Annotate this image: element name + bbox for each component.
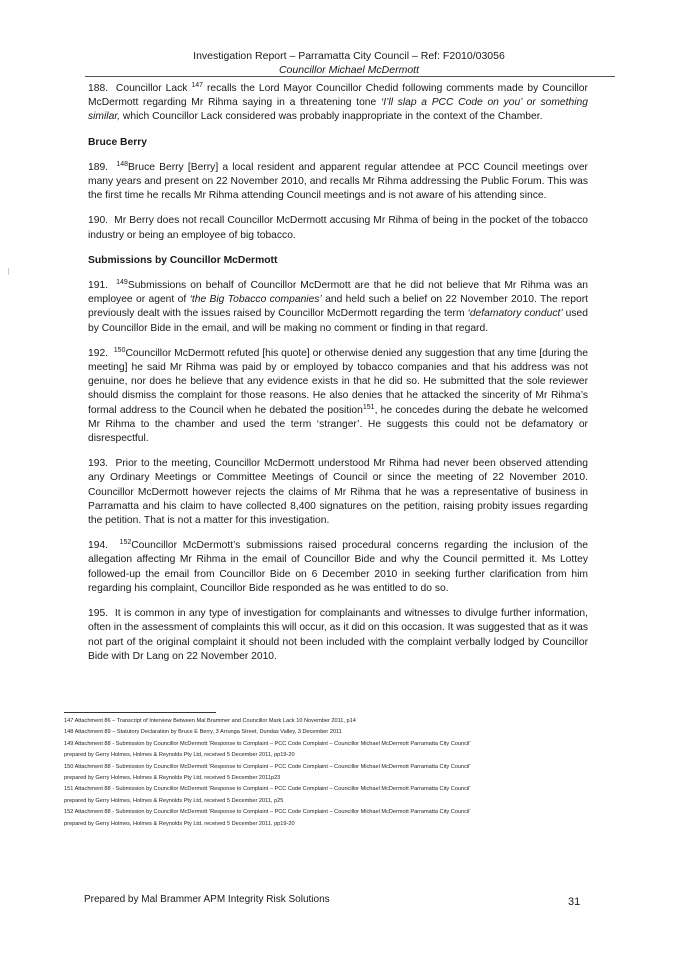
paragraph-191: 191. $^{149}$Submissions on behalf of Councillor McDermott are that he did not believe that Mr Rihma was an employee or agent of ‘the Big Tobacco companies’ and held such a belief on 22 November 2010. The report previously dealt with the issues raised by Councillor McDermott regarding the term ‘defamatory conduct’ used by Councillor Bide in the email, and will be making no comment or finding in that regard. — [88, 279, 588, 334]
footer-prepared-by: Prepared by Mal Brammer APM Integrity Risk Solutions — [84, 894, 330, 905]
footnote-ref: 152 — [119, 539, 132, 547]
footnote-ref: 147 — [191, 82, 204, 89]
footnote-line: prepared by Gerry Holmes, Holmes & Reynolds Pty Ltd, received 5 December 2011, p25 — [64, 797, 284, 804]
footnote-line: 152 Attachment 88 - Submission by Councillor McDermott ‘Response to Complaint – PCC Code Complaint – Councillor Michael McDermott Parramatta City Council’ — [64, 809, 471, 816]
header-title: Investigation Report – Parramatta City Council – Ref: F2010/03056 — [193, 50, 505, 62]
margin-mark — [8, 268, 9, 275]
report-body — [88, 82, 588, 664]
footnotes — [64, 716, 624, 830]
footnote-line: 147 Attachment 86 – Transcript of Interview Between Mal Brammer and Councillor Mark Lack 10 November 2011, p14 — [64, 718, 356, 724]
footnote-ref: 149 — [116, 279, 128, 287]
paragraph-194: 194. $^{152}$Councillor McDermott’s submissions raised procedural concerns regarding the inclusion of the allegation affecting Mr Rihma in the email of Councillor Bide and why the Council permitted it. Ms Lottey followed-up the email from Councillor Bide on 6 December 2010 in seeking further clarification from him regarding his complaint, Councillor Bide responded as he was entitled to do so. — [88, 539, 588, 594]
footnote-line: 148 Attachment 89 – Statutory Declaration by Bruce E Berry, 3 Arrunga Street, Dundas Valley, 3 December 2011 — [64, 729, 342, 736]
footnote-line: prepared by Gerry Holmes, Holmes & Reynolds Pty Ltd, received 5 December 2011, pp19-20 — [64, 752, 295, 759]
header-subtitle: Councillor Michael McDermott — [278, 64, 420, 76]
header-divider — [85, 76, 615, 77]
footnote-ref: 150 — [113, 346, 126, 354]
footnote-line: 149 Attachment 88 - Submission by Councillor McDermott ‘Response to Complaint – PCC Code Complaint – Councillor Michael McDermott Parramatta City Council’ — [64, 740, 471, 747]
footnote-ref: 148 — [116, 160, 129, 168]
paragraph-190: 190. Mr Berry does not recall Councillor McDermott accusing Mr Rihma of being in the pocket of the tobacco industry or being an employee of big tobacco. — [88, 215, 588, 241]
section-heading-submissions: Submissions by Councillor McDermott — [88, 254, 278, 266]
footnote-line: prepared by Gerry Holmes, Holmes & Reynolds Pty Ltd, received 5 December 2011, pp19-20 — [64, 820, 295, 827]
paragraph-189: 189. $^{148}$Bruce Berry [Berry] a local resident and apparent regular attendee at PCC Council meetings over many years and present on 22 November 2010, and recalls Mr Rihma addressing the Public Forum. This was the first time he recalls Mr Rihma attending Council meetings and is not aware of his attending since. — [88, 160, 588, 202]
footnote-line: 150 Attachment 88 - Submission by Councillor McDermott ‘Response to Complaint – PCC Code Complaint – Councillor Michael McDermott Parramatta City Council’ — [64, 763, 471, 770]
paragraph-195: 195. It is common in any type of investigation for complainants and witnesses to divulge further information, often in the assessment of complaints this will occur, as it did on this occasion. It was suggested that as it was not part of the original complaint it should not been included with the complaint verbally lodged by Councillor Bide with Dr Lang on 22 November 2010. — [88, 608, 588, 662]
paragraph-188: 188. Councillor Lack $^{147}$ recalls the Lord Mayor Councillor Chedid following comments made by Councillor McDermott regarding Mr Rihma saying in a threatening tone ‘I’ll slap a PCC Code on you’ or something similar, which Councillor Lack considered was probably inappropriate in the context of the Chamber. — [88, 82, 588, 123]
footnote-line: 151 Attachment 88 - Submission by Councillor McDermott ‘Response to Complaint – PCC Code Complaint – Councillor Michael McDermott Parramatta City Council’ — [64, 786, 471, 793]
footnote-divider — [64, 712, 216, 713]
paragraph-193: 193. Prior to the meeting, Councillor McDermott understood Mr Rihma had never been observed attending any Ordinary Meetings or Committee Meetings of Council or since the meeting of 22 November 2010. Councillor McDermott however rejects the claims of Mr Rihma that he was a representative of business in Parramatta and his claim to have collected 8,400 signatures on the petition, raising probity issues regarding the petition. That is not a matter for this investigation. — [88, 458, 588, 527]
page-header — [80, 49, 618, 77]
paragraph-192: 192. $^{150}$Councillor McDermott refuted [his quote] or otherwise denied any suggestion that any time [during the meeting] he said Mr Rihma was paid by or employed by tobacco companies and that his address was not genuine, nor does he believe that any evidence exists in that he did so. He submitted that the sole reviewer should dismiss the complaint for those reasons. He also denies that he attacked the sincerity of Mr Rihma’s formal address to the Council when he debated the position$^{151}$, he concedes during the debate he welcomed Mr Rihma to the chamber and used the term ‘stranger’. He suggests this could not be defamatory or disrespectful. — [88, 346, 588, 445]
page-number: 31 — [568, 896, 581, 908]
section-heading-bruce-berry: Bruce Berry — [88, 136, 147, 148]
footnote-ref: 151 — [362, 403, 375, 411]
footnote-line: prepared by Gerry Holmes, Holmes & Reynolds Pty Ltd, received 5 December 2011p23 — [64, 774, 281, 781]
